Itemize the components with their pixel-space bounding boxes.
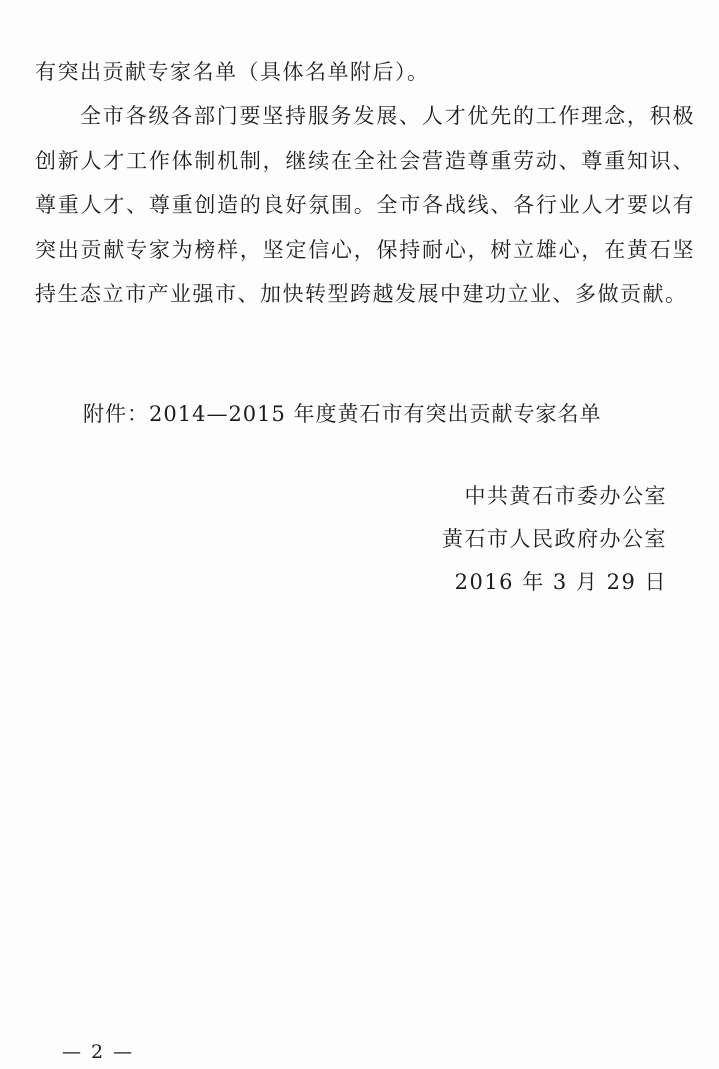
- page-number: — 2 —: [62, 1041, 135, 1063]
- signature-block: [387, 475, 667, 604]
- attachment-line: 附件：2014—2015 年度黄石市有突出贡献专家名单: [83, 402, 602, 426]
- paragraph-2: 全市各级各部门要坚持服务发展、人才优先的工作理念，积极创新人才工作体制机制，继续在全社会营造尊重劳动、尊重知识、尊重人才、尊重创造的良好氛围。全市各战线、各行业人才要以有突出贡献专家为榜样，坚定信心，保持耐心，树立雄心，在黄石坚持生态立市产业强市、加快转型跨越发展中建功立业、多做贡献。: [35, 104, 695, 307]
- paragraph-1: 有突出贡献专家名单（具体名单附后）。: [35, 60, 430, 84]
- signature-date: 2016 年 3 月 29 日: [454, 570, 667, 594]
- signature-org-2: 黄石市人民政府办公室: [442, 527, 667, 551]
- signature-org-1: 中共黄石市委办公室: [464, 484, 667, 508]
- body-text: [35, 50, 695, 316]
